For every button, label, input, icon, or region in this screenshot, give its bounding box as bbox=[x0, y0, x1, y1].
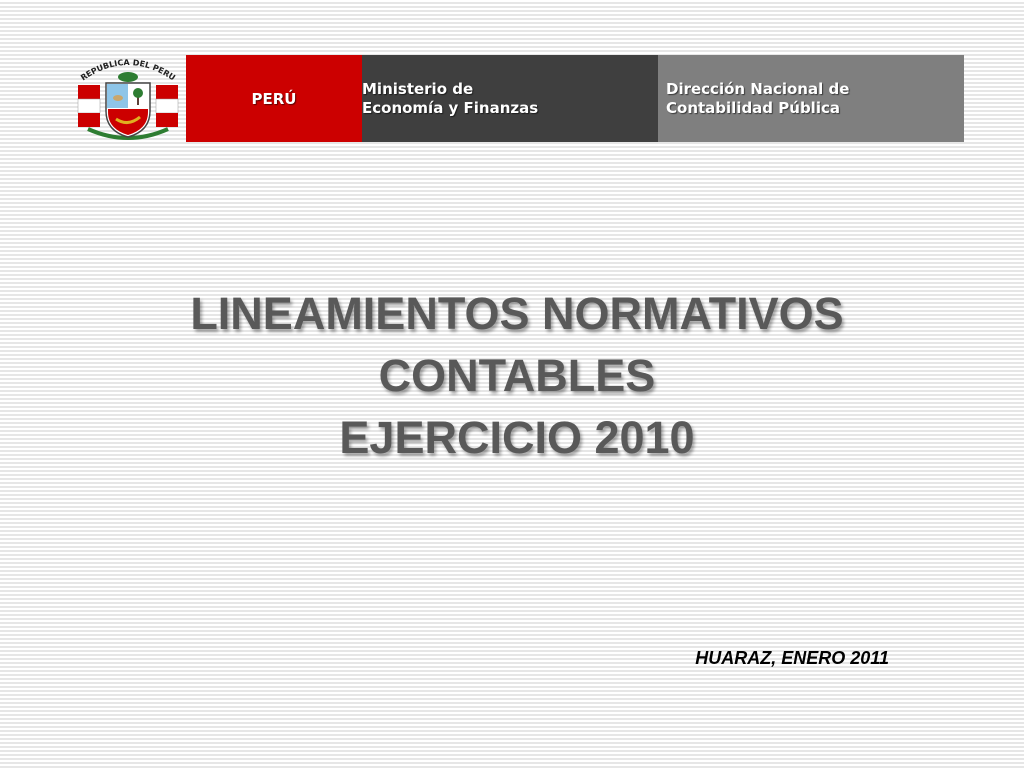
office-band bbox=[658, 55, 964, 142]
ministry-band bbox=[362, 55, 658, 142]
office-name-line1: Dirección Nacional de bbox=[666, 80, 850, 98]
peru-coat-of-arms-icon bbox=[70, 55, 186, 142]
place-date: HUARAZ, ENERO 2011 bbox=[695, 648, 889, 668]
title-line2: CONTABLES bbox=[378, 350, 656, 401]
ministry-name-line1: Ministerio de bbox=[362, 80, 474, 98]
emblem-arched-text: REPUBLICA DEL PERU bbox=[79, 57, 177, 83]
title-line3: EJERCICIO 2010 bbox=[339, 412, 695, 463]
peru-label: PERÚ bbox=[251, 90, 297, 108]
ministry-name-line2: Economía y Finanzas bbox=[362, 99, 539, 117]
peru-band bbox=[186, 55, 362, 142]
institutional-header bbox=[70, 55, 964, 142]
title-line1: LINEAMIENTOS NORMATIVOS bbox=[190, 288, 844, 339]
slide-title bbox=[100, 283, 934, 469]
office-name-line2: Contabilidad Pública bbox=[666, 99, 840, 117]
